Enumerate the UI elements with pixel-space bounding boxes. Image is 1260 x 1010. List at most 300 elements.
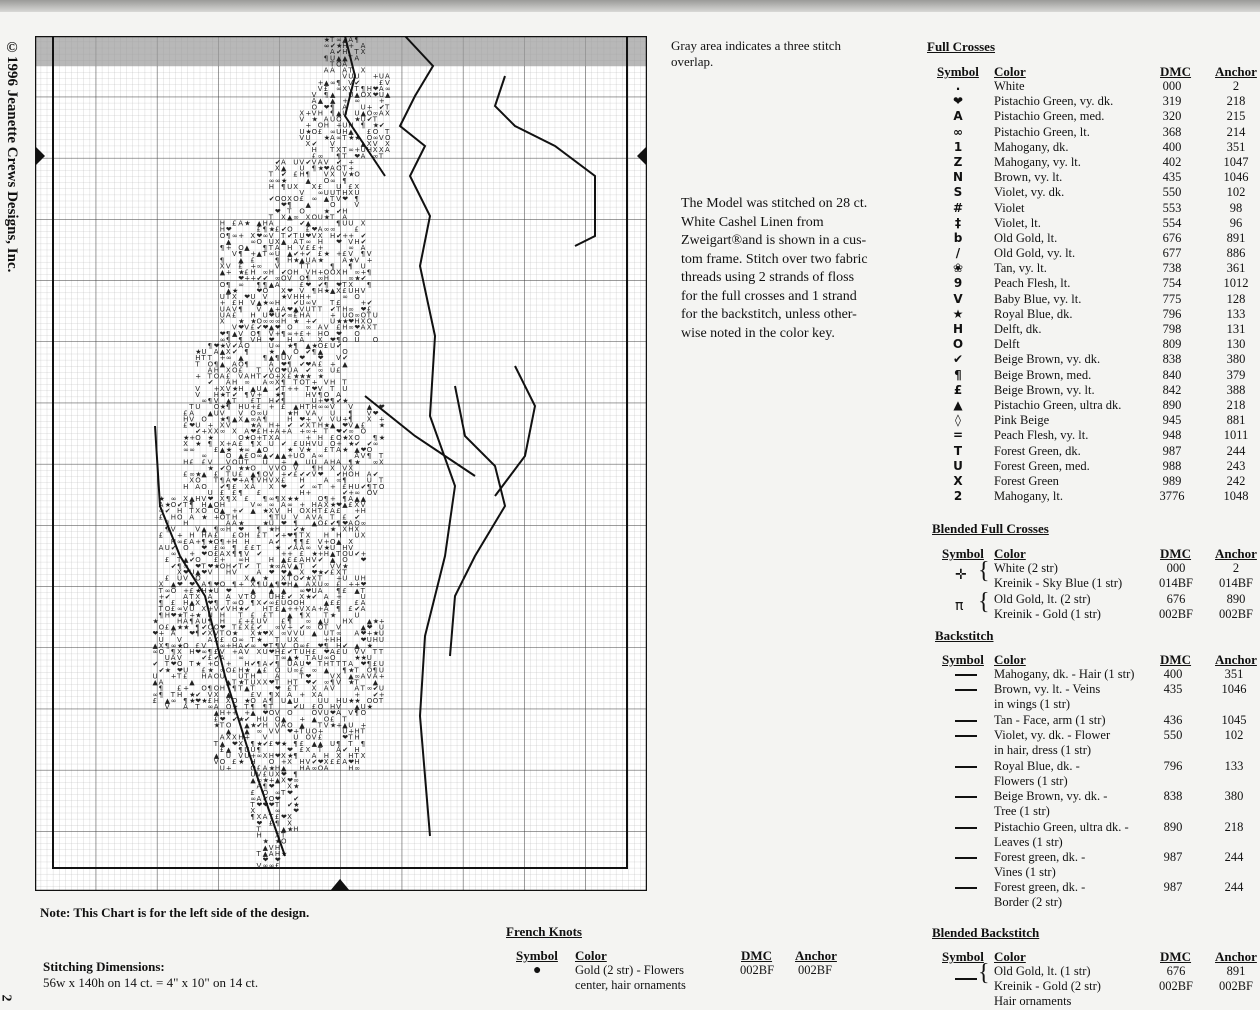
stitch-symbol: ✔: [360, 482, 367, 491]
stitch-symbol: ❤: [360, 635, 367, 644]
stitch-symbol: £: [238, 366, 243, 375]
stitch-symbol: ∞: [317, 403, 324, 412]
stitch-symbol: ¶: [305, 170, 310, 179]
anchor-number: 361: [1226, 261, 1246, 276]
color-name: Forest green, dk. -: [994, 880, 1086, 894]
stitch-symbol: ¶: [293, 770, 298, 779]
stitch-symbol: O: [232, 697, 238, 705]
stitch-symbol: +: [281, 531, 287, 540]
stitch-symbol: +: [287, 452, 293, 461]
stitch-symbol: U: [366, 654, 372, 663]
stitch-symbol: O: [213, 501, 220, 510]
stitch-symbol: ❤: [287, 727, 293, 736]
stitch-symbol: X: [354, 525, 360, 534]
stitch-symbol: A: [378, 85, 384, 93]
stitch-symbol: U: [342, 574, 348, 583]
stitch-symbol: ¶: [330, 678, 335, 687]
stitch-symbol: V: [360, 648, 366, 656]
stitch-symbol: ¶: [366, 268, 372, 277]
stitch-symbol: A: [170, 654, 176, 663]
stitch-symbol: V: [183, 605, 188, 614]
stitch-symbol: +: [366, 103, 373, 112]
stitch-symbol: ❤: [207, 599, 214, 607]
dmc-number: 796: [1163, 759, 1183, 773]
stitch-symbol: +: [250, 752, 257, 760]
stitch-symbol: H: [238, 384, 244, 393]
stitch-symbol: ∞: [268, 378, 275, 387]
stitch-symbol: T: [323, 611, 329, 620]
stitch-symbol: ★: [323, 207, 331, 216]
stitch-symbol: H: [305, 391, 311, 399]
stitch-symbol: ✔: [311, 317, 318, 326]
stitch-symbol: ❤: [311, 384, 318, 393]
stitch-symbol: O: [250, 433, 256, 442]
stitch-symbol: ¶: [177, 562, 182, 571]
color-name: Forest Green: [994, 473, 1059, 488]
stitch-symbol: ▲: [250, 776, 256, 785]
stitch-symbol: O: [225, 629, 232, 638]
stitch-symbol: ¶: [213, 360, 219, 369]
stitch-symbol: A: [262, 660, 268, 669]
anchor-number: 242: [1226, 473, 1246, 488]
stitch-symbol: ❤: [268, 568, 275, 577]
stitch-symbol: A: [311, 654, 317, 663]
stitch-symbol: ▲: [299, 256, 305, 265]
stitch-symbol: £: [164, 556, 170, 565]
color-name: Violet, vy. dk.: [994, 185, 1065, 200]
stitch-symbol: A: [342, 60, 347, 69]
stitch-symbol: A: [360, 605, 366, 614]
stitch-symbol: T: [330, 60, 335, 69]
stitch-symbol: H: [348, 482, 354, 491]
stitch-symbol: ∞: [170, 495, 177, 503]
stitch-symbol: T: [244, 592, 249, 601]
stitch-symbol: A: [317, 501, 323, 510]
stitch-symbol: £: [366, 305, 372, 314]
stitch-symbol: +: [348, 158, 355, 167]
stitch-symbol: O: [336, 115, 342, 124]
stitch-symbol: T: [244, 672, 249, 681]
stitch-symbol: ▲: [293, 305, 299, 314]
stitch-symbol: ❤: [342, 733, 349, 742]
stitch-symbol: H: [183, 519, 189, 528]
stitch-symbol: ▲: [330, 91, 336, 100]
stitch-symbol: £: [250, 788, 255, 797]
full-crosses-table: [938, 79, 1260, 504]
stitch-symbol: ★: [281, 739, 288, 748]
dmc-number: 676: [1162, 230, 1182, 245]
color-name: Pistachio Green, ultra dk.: [994, 397, 1122, 412]
stitch-symbol: O: [293, 348, 299, 357]
stitch-symbol: ¶: [225, 415, 231, 424]
stitch-symbol: X: [274, 831, 280, 840]
stitch-symbol: U: [317, 580, 323, 589]
stitch-symbol: +: [281, 458, 287, 467]
stitch-symbol: H: [354, 470, 360, 479]
stitch-symbol: ▲: [268, 580, 275, 589]
stitch-symbol: ★: [274, 391, 282, 399]
stitch-symbol: ✔: [287, 801, 293, 809]
stitch-symbol: A: [348, 36, 354, 44]
stitch-symbol: ▲: [317, 617, 324, 626]
stitch-symbol: £: [213, 550, 219, 559]
stitch-symbol: ¶: [360, 85, 366, 93]
stitch-symbol: O: [262, 446, 269, 454]
anchor-number: 102: [1226, 185, 1246, 200]
stitch-symbol: ❤: [281, 366, 287, 375]
stitch-symbol: ❤: [342, 421, 349, 430]
symbol-glyph: ¶: [954, 367, 962, 382]
stitch-symbol: U: [330, 739, 336, 748]
stitch-symbol: +: [336, 250, 342, 259]
stitch-symbol: T: [354, 48, 359, 57]
stitch-symbol: ▲: [287, 250, 293, 259]
stitch-symbol: £: [250, 617, 255, 626]
stitch-symbol: H: [219, 617, 226, 626]
stitch-symbol: ❤: [287, 531, 293, 540]
stitch-symbol: X: [238, 415, 243, 424]
stitch-symbol: A: [189, 409, 194, 418]
stitch-symbol: ❤: [207, 495, 214, 503]
stitch-symbol: ★: [195, 586, 202, 595]
anchor-number: 1047: [1223, 154, 1249, 169]
stitch-symbol: ❤: [281, 813, 287, 822]
stitch-symbol: V: [287, 562, 292, 571]
stitch-symbol: O: [372, 697, 379, 705]
stitch-symbol: +: [250, 274, 257, 283]
stitch-symbol: H: [268, 556, 275, 565]
stitch-symbol: ¶: [225, 329, 231, 338]
stitch-symbol: ▲: [281, 238, 287, 246]
stitch-symbol: X: [158, 580, 164, 589]
color-name: Pistachio Green, med.: [994, 109, 1105, 124]
stitch-symbol: ∞: [311, 764, 318, 773]
stitch-symbol: V: [366, 250, 372, 259]
stitch-symbol: O: [287, 225, 293, 234]
stitch-symbol: A: [360, 152, 366, 161]
stitch-symbol: ✔: [342, 354, 349, 363]
stitch-symbol: A: [311, 256, 317, 265]
stitch-symbol: ❤: [354, 152, 361, 161]
dmc-number: 436: [1163, 713, 1183, 727]
stitch-symbol: ❤: [305, 280, 312, 289]
stitch-symbol: ★: [232, 384, 239, 393]
stitch-symbol: V: [189, 415, 194, 424]
stitch-symbol: U: [183, 666, 189, 675]
stitch-symbol: A: [189, 537, 194, 546]
stitch-symbol: ∞: [158, 507, 165, 516]
stitch-symbol: £: [293, 439, 298, 448]
anchor-number: 351: [1224, 667, 1244, 681]
anchor-number: 1046: [1223, 170, 1249, 185]
stitch-symbol: £: [336, 299, 341, 308]
stitch-symbol: A: [213, 348, 219, 357]
stitch-symbol: ▲: [256, 299, 262, 308]
stitch-symbol: ★: [195, 611, 202, 620]
stitch-symbol: O: [250, 697, 256, 705]
stitch-symbol: ¶: [158, 684, 164, 693]
stitch-symbol: X: [213, 427, 219, 436]
stitch-symbol: ★: [342, 446, 349, 454]
stitch-symbol: ▲: [268, 323, 275, 332]
stitch-symbol: O: [293, 574, 299, 583]
stitch-symbol: ¶: [274, 641, 280, 650]
stitch-symbol: T: [189, 592, 194, 601]
stitch-symbol: ∞: [348, 244, 355, 253]
stitch-symbol: £: [244, 544, 249, 552]
stitch-symbol: O: [170, 501, 177, 510]
stitch-symbol: V: [170, 525, 176, 534]
stitch-symbol: ❤: [360, 580, 367, 589]
stitch-symbol: ❤: [348, 317, 355, 326]
symbol-glyph: .: [955, 79, 961, 93]
stitch-symbol: ★: [207, 586, 214, 595]
stitch-symbol: £: [207, 697, 213, 705]
dmc-number: 553: [1162, 200, 1182, 215]
stitch-symbol: V: [219, 409, 225, 418]
stitch-symbol: £: [232, 531, 237, 540]
stitch-symbol: H: [342, 268, 348, 277]
stitch-symbol: H: [183, 458, 189, 467]
stitch-symbol: ✔: [354, 78, 361, 87]
stitch-symbol: U: [317, 439, 323, 448]
stitch-symbol: V: [225, 342, 231, 350]
stitch-symbol: ∞: [274, 176, 281, 185]
stitch-symbol: ✔: [311, 758, 318, 767]
stitch-symbol: T: [342, 133, 347, 142]
dmc-number: 000: [1166, 561, 1186, 575]
stitch-symbol: A: [330, 507, 335, 516]
stitch-symbol: H: [323, 752, 330, 760]
stitch-symbol: ∞: [317, 152, 324, 161]
stitch-symbol: £: [177, 684, 182, 693]
stitch-symbol: £: [189, 458, 194, 467]
stitch-symbol: £: [336, 507, 341, 516]
stitch-symbol: U: [360, 146, 366, 155]
stitch-symbol: V: [348, 78, 354, 87]
stitch-symbol: +: [342, 231, 349, 240]
stitch-symbol: ▲: [342, 721, 348, 730]
stitch-symbol: +: [330, 495, 336, 503]
stitch-symbol: ✔: [164, 592, 171, 601]
stitch-symbol: ✔: [305, 158, 312, 167]
anchor-number: 128: [1226, 291, 1246, 306]
stitch-symbol: ∞: [299, 586, 306, 595]
stitch-symbol: A: [323, 605, 329, 614]
stitch-symbol: ★: [323, 250, 331, 259]
stitch-symbol: ❤: [366, 623, 373, 632]
dmc-number: 775: [1162, 291, 1182, 306]
brace: {: [978, 558, 990, 584]
stitch-symbol: T: [177, 672, 182, 681]
stitch-symbol: ✔: [311, 678, 318, 687]
stitch-symbol: ❤: [281, 201, 287, 210]
stitch-symbol: £: [232, 758, 237, 767]
anchor-number: 886: [1226, 246, 1246, 261]
symbol-glyph: ‡: [955, 215, 961, 230]
stitch-symbol: ✔: [274, 397, 281, 406]
stitch-symbol: V: [330, 684, 335, 693]
stitch-symbol: ❤: [342, 195, 349, 204]
stitch-symbol: ✔: [311, 562, 318, 571]
stitch-symbol: ¶: [311, 464, 317, 473]
stitch-symbol: O: [158, 623, 165, 632]
stitch-symbol: H: [323, 550, 330, 559]
french-knot-symbol: ●: [533, 963, 542, 978]
anchor-number: 002BF: [798, 963, 833, 977]
stitch-symbol: +: [305, 433, 312, 442]
stitch-symbol: X: [281, 213, 286, 222]
stitch-symbol: T: [281, 231, 286, 240]
stitch-symbol: A: [323, 764, 329, 773]
backstitch-line-symbol: [955, 887, 977, 889]
stitch-symbol: O: [317, 121, 324, 130]
stitch-symbol: ❤: [213, 342, 220, 350]
dmc-number: 890: [1162, 397, 1182, 412]
stitch-symbol: H: [262, 219, 268, 228]
stitch-symbol: ★: [330, 611, 337, 620]
stitch-symbol: T: [293, 648, 298, 656]
color-name: Violet, lt.: [994, 215, 1041, 230]
stitch-symbol: X: [281, 286, 286, 295]
stitch-symbol: £: [330, 433, 335, 442]
stitch-symbol: ¶: [354, 709, 359, 718]
stitch-symbol: ∞: [372, 109, 379, 118]
stitch-symbol: H: [293, 293, 299, 301]
stitch-symbol: T: [170, 690, 176, 699]
stitch-symbol: ▲: [330, 97, 336, 106]
stitch-symbol: ▲: [225, 678, 232, 687]
backstitch-line-symbol: [955, 827, 977, 829]
stitch-symbol: A: [311, 605, 317, 614]
stitch-symbol: O: [311, 709, 318, 718]
stitch-symbol: ❤: [323, 164, 330, 173]
stitch-symbol: U: [305, 458, 311, 467]
stitch-symbol: T: [323, 427, 329, 436]
stitch-symbol: A: [281, 562, 286, 571]
stitch-symbol: T: [232, 623, 237, 632]
stitch-symbol: ¶: [207, 439, 213, 448]
stitch-symbol: ❤: [232, 476, 238, 485]
stitch-symbol: +: [281, 550, 287, 559]
stitch-symbol: H: [232, 378, 238, 387]
stitch-symbol: ✔: [293, 250, 300, 259]
stitch-symbol: ¶: [268, 513, 274, 522]
stitch-symbol: ▲: [281, 452, 287, 461]
stitch-symbol: +: [158, 629, 165, 638]
stitch-symbol: H: [317, 329, 323, 338]
stitch-symbol: ¶: [238, 335, 243, 344]
stitch-symbol: H: [354, 745, 360, 754]
stitch-symbol: V: [348, 250, 354, 259]
stitch-symbol: H: [311, 507, 317, 516]
stitch-symbol: ❤: [360, 305, 367, 314]
stitch-symbol: A: [189, 513, 194, 522]
stitch-symbol: O: [281, 837, 287, 846]
stitch-symbol: T: [330, 146, 335, 155]
stitch-symbol: X: [360, 48, 366, 57]
stitch-symbol: £: [274, 862, 280, 871]
stitch-symbol: A: [317, 323, 323, 332]
stitch-symbol: T: [366, 311, 371, 320]
stitch-symbol: T: [378, 648, 384, 656]
stitch-symbol: ❤: [372, 91, 379, 100]
color-name: Delft: [994, 337, 1020, 352]
stitch-symbol: ▲: [201, 470, 207, 479]
stitch-symbol: ¶: [207, 617, 213, 626]
stitch-symbol: H: [293, 268, 299, 277]
stitch-symbol: ★: [366, 641, 373, 650]
stitch-symbol: O: [281, 464, 287, 473]
dmc-number: 945: [1162, 413, 1182, 428]
stitch-symbol: ✔: [366, 299, 373, 308]
stitch-symbol: ★: [299, 372, 306, 381]
stitch-symbol: H: [244, 556, 250, 565]
stitch-symbol: ∞: [354, 97, 361, 106]
stitch-symbol: ▲: [354, 641, 360, 650]
color-key-row: [938, 261, 1260, 276]
stitch-symbol: ¶: [317, 391, 323, 399]
stitch-symbol: H: [348, 121, 354, 130]
stitch-symbol: £: [305, 537, 310, 546]
stitch-symbol: H: [317, 238, 323, 246]
stitch-symbol: ✔: [354, 439, 361, 448]
stitch-symbol: U: [287, 182, 293, 191]
stitch-symbol: V: [238, 592, 243, 601]
stitch-symbol: ∞: [268, 317, 275, 326]
stitch-symbol: U: [342, 109, 348, 118]
stitch-symbol: ✔: [378, 103, 385, 112]
stitch-symbol: ▲: [360, 495, 366, 503]
stitch-symbol: ¶: [281, 329, 286, 338]
stitch-symbol: ❤: [189, 580, 196, 589]
stitch-symbol: O: [299, 378, 305, 387]
stitch-symbol: H: [250, 268, 256, 277]
stitch-symbol: +: [287, 550, 293, 559]
backstitch-line-symbol: [955, 674, 977, 676]
stitch-symbol: A: [342, 256, 347, 265]
stitch-symbol: ▲: [170, 580, 177, 589]
stitch-symbol: +: [317, 244, 324, 253]
model-note-line: The Model was stitched on 28 ct.: [681, 196, 868, 211]
stitch-symbol: ∞: [305, 238, 312, 246]
stitch-symbol: X: [183, 439, 188, 448]
stitch-symbol: ★: [293, 654, 300, 663]
stitch-symbol: ✔: [158, 666, 165, 675]
stitch-symbol: ∞: [262, 862, 269, 871]
stitch-symbol: H: [305, 439, 311, 448]
bb-header-anchor: Anchor: [1215, 949, 1257, 964]
stitch-symbol: O: [219, 758, 226, 767]
stitch-symbol: +: [299, 250, 306, 259]
stitch-symbol: V: [385, 78, 390, 87]
stitch-symbol: U: [366, 476, 372, 485]
stitch-symbol: A: [158, 678, 164, 687]
stitch-symbol: H: [201, 586, 207, 595]
stitch-symbol: X: [360, 66, 366, 75]
stitch-symbol: A: [281, 158, 286, 167]
stitch-symbol: ∞: [336, 629, 342, 638]
model-note-line: wise noted in the color key.: [681, 325, 835, 341]
stitch-symbol: ¶: [354, 36, 359, 44]
stitch-symbol: U: [268, 342, 274, 350]
stitch-symbol: ★: [256, 629, 263, 638]
stitch-symbol: X: [244, 482, 250, 491]
stitch-symbol: £: [336, 599, 341, 607]
stitch-symbol: U: [219, 672, 225, 681]
stitch-symbol: ¶: [250, 476, 255, 485]
anchor-number: 98: [1229, 200, 1243, 215]
